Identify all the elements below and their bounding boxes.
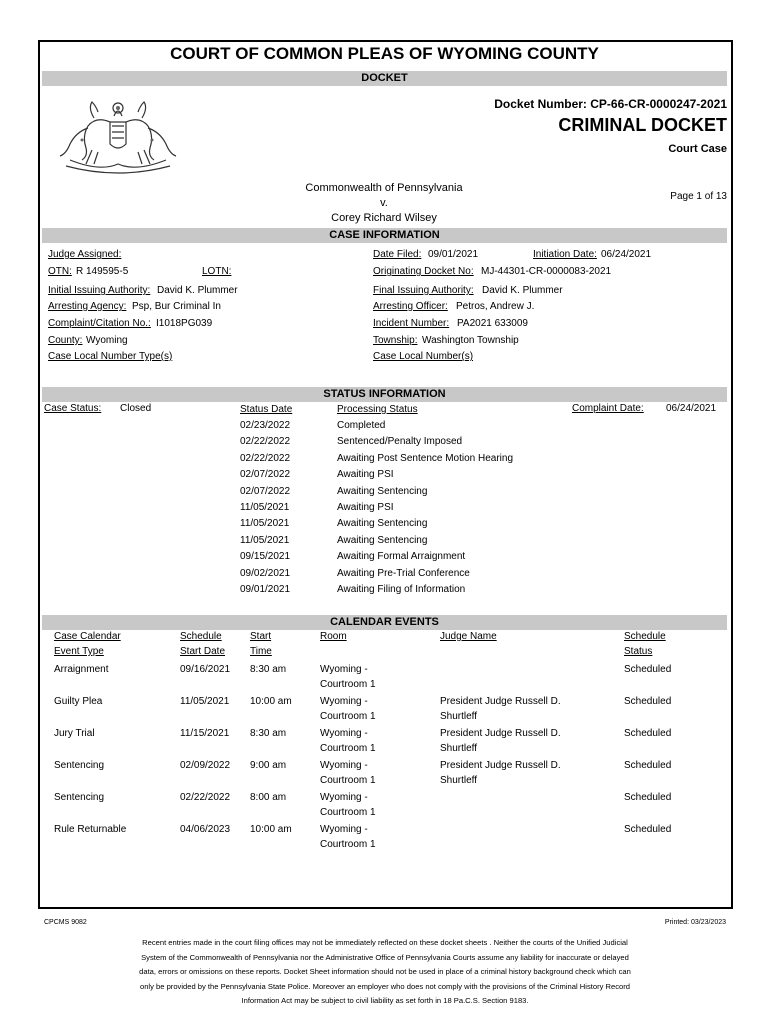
calendar-status: Scheduled (624, 792, 672, 803)
status-row-status: Awaiting Formal Arraignment (337, 551, 466, 563)
docket-number: Docket Number: CP-66-CR-0000247-2021 (494, 97, 727, 111)
calendar-judge-line-2: Shurtleff (440, 775, 478, 786)
county-label: County: (48, 335, 83, 346)
calendar-judge-line-2: Shurtleff (440, 711, 478, 722)
status-info-bar: STATUS INFORMATION (42, 387, 727, 402)
disclaimer-line-5: Information Act may be subject to civil liability as set forth in 18 Pa.C.S. Section 9183. (241, 996, 529, 1005)
start-time-header-1: Start (250, 631, 272, 642)
calendar-status: Scheduled (624, 824, 672, 835)
final-authority-label: Final Issuing Authority: (373, 285, 474, 296)
otn-label: OTN: (48, 266, 72, 277)
calendar-judge-line-2: Shurtleff (440, 743, 478, 754)
calendar-start-time: 8:30 am (250, 728, 287, 739)
caption-plaintiff: Commonwealth of Pennsylvania (305, 182, 463, 194)
start-date-header-1: Schedule (180, 631, 222, 642)
disclaimer (40, 936, 730, 1009)
township-label: Township: (373, 335, 418, 346)
caption-defendant: Corey Richard Wilsey (331, 212, 437, 224)
otn-value: R 149595-5 (76, 266, 129, 277)
status-row-status: Completed (337, 420, 386, 431)
status-row-date: 09/02/2021 (240, 567, 291, 579)
status-row-date: 09/01/2021 (240, 584, 291, 595)
calendar-start-date: 11/15/2021 (180, 728, 230, 739)
complaint-date-value: 06/24/2021 (666, 403, 717, 414)
status-row-status: Awaiting Sentencing (337, 534, 428, 546)
docket-bar: DOCKET (42, 71, 727, 86)
processing-status-header: Processing Status (337, 404, 418, 415)
schedule-status-header-2: Status (624, 646, 653, 657)
status-row-date: 11/05/2021 (240, 534, 290, 546)
disclaimer-line-2: System of the Commonwealth of Pennsylvania nor the Administrative Office of Pennsylvania Courts assume any liability for inaccurate or delayed (141, 952, 629, 962)
calendar-room: Wyoming - (320, 824, 368, 835)
calendar-event-type: Rule Returnable (54, 824, 127, 835)
calendar-status: Scheduled (624, 664, 672, 675)
township-value: Washington Township (422, 335, 519, 346)
calendar-event-type: Arraignment (54, 664, 109, 675)
status-row-date: 02/07/2022 (240, 469, 291, 481)
calendar-event-type: Sentencing (54, 760, 105, 771)
originating-docket-label: Originating Docket No: (373, 266, 474, 277)
calendar-room-line-2: Courtroom 1 (320, 679, 376, 690)
status-row-status: Awaiting Sentencing (337, 518, 428, 530)
calendar-event-type: Guilty Plea (54, 696, 103, 707)
initiation-date-label: Initiation Date: (533, 249, 597, 260)
event-type-header-1: Case Calendar (54, 631, 121, 642)
calendar-room-line-2: Courtroom 1 (320, 743, 376, 754)
case-info-bar: CASE INFORMATION (42, 228, 727, 243)
page-number: Page 1 of 13 (670, 191, 727, 202)
calendar-start-time: 10:00 am (250, 696, 292, 707)
form-id: CPCMS 9082 (44, 919, 87, 926)
initiation-date-value: 06/24/2021 (601, 249, 652, 260)
calendar-bar: CALENDAR EVENTS (42, 615, 727, 630)
status-row-date: 09/15/2021 (240, 551, 291, 563)
schedule-status-header-1: Schedule (624, 631, 666, 642)
case-status-label: Case Status: (44, 403, 102, 414)
calendar-start-date: 04/06/2023 (180, 824, 231, 835)
calendar-start-time: 10:00 am (250, 824, 292, 835)
start-time-header-2: Time (250, 646, 272, 657)
calendar-judge: President Judge Russell D. (440, 760, 561, 771)
calendar-room: Wyoming - (320, 696, 368, 707)
status-row-status: Awaiting Filing of Information (337, 584, 466, 595)
judge-assigned-label: Judge Assigned: (48, 249, 122, 260)
local-numbers-label: Case Local Number(s) (373, 351, 474, 362)
event-type-header-2: Event Type (54, 646, 104, 657)
case-status-value: Closed (120, 403, 152, 414)
status-row-status: Awaiting Pre-Trial Conference (337, 567, 470, 579)
pennsylvania-seal-icon (52, 94, 184, 176)
local-type-label: Case Local Number Type(s) (48, 351, 173, 362)
calendar-room-line-2: Courtroom 1 (320, 839, 376, 850)
start-date-header-2: Start Date (180, 646, 226, 657)
court-title: COURT OF COMMON PLEAS OF WYOMING COUNTY (170, 44, 599, 63)
calendar-room: Wyoming - (320, 728, 368, 739)
complaint-value: I1018PG039 (156, 318, 213, 329)
status-row-date: 02/22/2022 (240, 452, 291, 464)
status-row-status: Sentenced/Penalty Imposed (337, 436, 463, 448)
county-value: Wyoming (86, 335, 128, 346)
complaint-label: Complaint/Citation No.: (48, 318, 151, 329)
calendar-room: Wyoming - (320, 760, 368, 771)
disclaimer-line-4: only be provided by the Pennsylvania State Police. Moreover an employer who does not comply with the provisions of the Criminal History Record (139, 981, 631, 991)
arresting-agency-value: Psp, Bur Criminal In (132, 301, 221, 312)
status-row-date: 02/23/2022 (240, 420, 291, 431)
calendar-event-type: Sentencing (54, 792, 105, 803)
initial-authority-label: Initial Issuing Authority: (48, 285, 151, 296)
status-date-header: Status Date (240, 404, 293, 415)
calendar-status: Scheduled (624, 696, 672, 707)
date-filed-value: 09/01/2021 (428, 249, 479, 260)
arresting-officer-value: Petros, Andrew J. (456, 301, 535, 312)
arresting-agency-label: Arresting Agency: (48, 301, 127, 312)
calendar-room: Wyoming - (320, 792, 368, 803)
calendar-start-date: 09/16/2021 (180, 664, 231, 675)
date-filed-label: Date Filed: (373, 249, 422, 260)
status-row-date: 02/07/2022 (240, 485, 291, 497)
status-row-date: 11/05/2021 (240, 502, 290, 513)
judge-name-header: Judge Name (440, 631, 497, 642)
calendar-start-time: 8:30 am (250, 664, 287, 675)
final-authority-value: David K. Plummer (482, 285, 563, 296)
printed-date: Printed: 03/23/2023 (664, 919, 726, 926)
calendar-start-time: 8:00 am (250, 792, 287, 803)
lotn-label: LOTN: (202, 266, 232, 277)
status-row-status: Awaiting PSI (337, 469, 394, 481)
case-type: Court Case (668, 143, 727, 155)
calendar-start-date: 02/09/2022 (180, 760, 231, 771)
calendar-start-date: 02/22/2022 (180, 792, 231, 803)
originating-docket-value: MJ-44301-CR-0000083-2021 (481, 266, 612, 277)
caption-v: v. (380, 197, 388, 209)
initial-authority-value: David K. Plummer (157, 285, 238, 296)
status-row-date: 11/05/2021 (240, 518, 290, 530)
incident-number-value: PA2021 633009 (457, 318, 528, 329)
calendar-room: Wyoming - (320, 664, 368, 675)
calendar-room-line-2: Courtroom 1 (320, 807, 376, 818)
complaint-date-label: Complaint Date: (572, 403, 644, 414)
calendar-start-time: 9:00 am (250, 760, 287, 771)
arresting-officer-label: Arresting Officer: (373, 301, 448, 312)
calendar-judge: President Judge Russell D. (440, 728, 561, 739)
incident-number-label: Incident Number: (373, 318, 450, 329)
calendar-room-line-2: Courtroom 1 (320, 775, 376, 786)
calendar-start-date: 11/05/2021 (180, 696, 230, 707)
calendar-status: Scheduled (624, 728, 672, 739)
status-row-status: Awaiting Sentencing (337, 485, 428, 497)
calendar-status: Scheduled (624, 760, 672, 771)
doc-type: CRIMINAL DOCKET (558, 115, 727, 135)
calendar-judge: President Judge Russell D. (440, 696, 561, 707)
status-row-date: 02/22/2022 (240, 436, 291, 448)
calendar-room-line-2: Courtroom 1 (320, 711, 376, 722)
status-row-status: Awaiting PSI (337, 502, 394, 513)
disclaimer-line-1: Recent entries made in the court filing offices may not be immediately reflected on these docket sheets . Neither the courts of the Unified Judicial (142, 938, 628, 947)
room-header: Room (320, 631, 347, 642)
status-row-status: Awaiting Post Sentence Motion Hearing (337, 452, 514, 464)
disclaimer-line-3: data, errors or omissions on these reports. Docket Sheet information should not be used in place of a criminal history background check which can (139, 967, 631, 976)
calendar-event-type: Jury Trial (54, 728, 95, 739)
